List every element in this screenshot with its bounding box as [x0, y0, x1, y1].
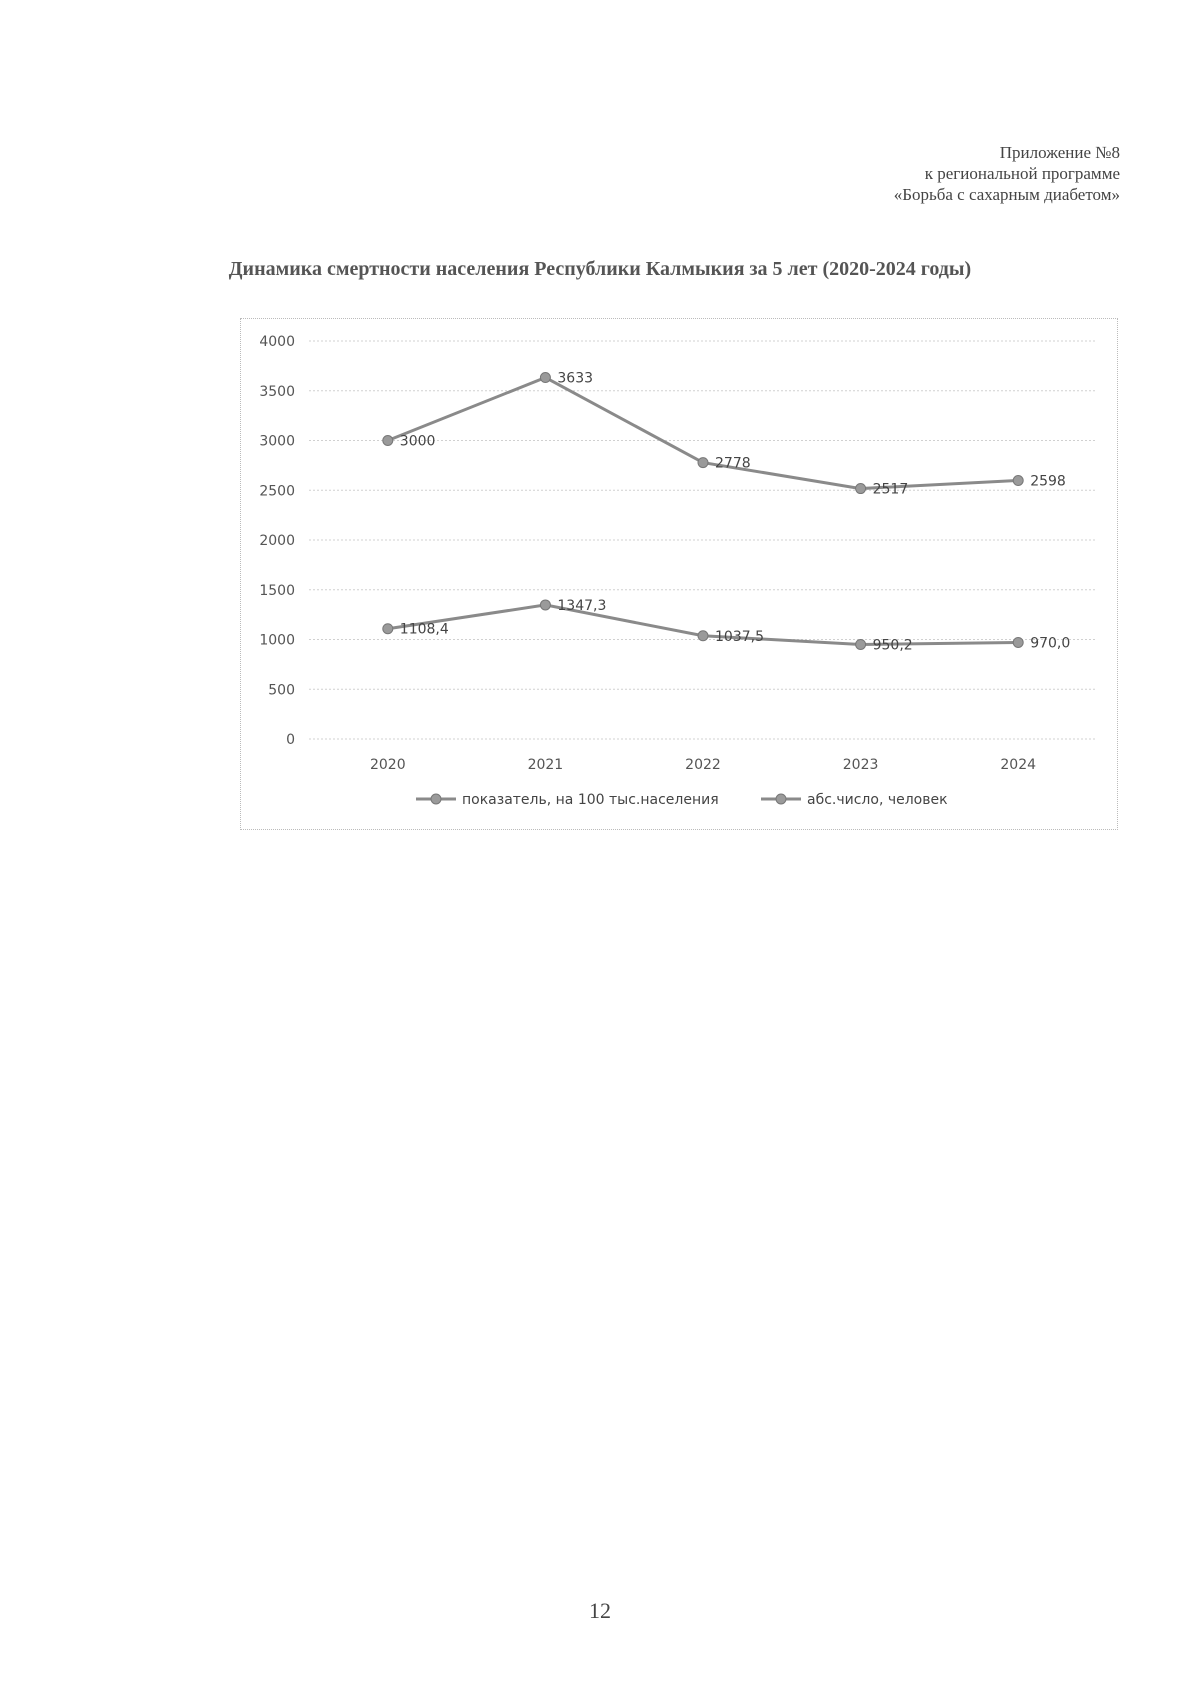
mortality-line-chart: [241, 319, 1117, 829]
y-tick-label: 2000: [259, 533, 295, 549]
y-tick-label: 4000: [259, 334, 295, 350]
data-point: [698, 458, 708, 468]
data-point: [856, 639, 866, 649]
data-label: 3633: [557, 370, 594, 387]
data-label: 2598: [1030, 473, 1066, 490]
data-point: [383, 436, 393, 446]
data-label: 1108,4: [399, 621, 449, 638]
y-tick-label: 0: [286, 732, 295, 748]
chart-frame: [240, 318, 1118, 830]
appendix-line-2: к региональной программе: [924, 164, 1120, 183]
data-point: [1013, 475, 1023, 485]
y-tick-label: 3500: [259, 383, 295, 400]
y-tick-label: 1000: [259, 632, 295, 649]
y-tick-label: 1500: [259, 582, 295, 599]
data-point: [856, 484, 866, 494]
data-label: 2517: [872, 481, 909, 498]
data-label: 1347,3: [557, 597, 607, 614]
data-point: [540, 373, 550, 383]
appendix-line-1: Приложение №8: [999, 143, 1120, 162]
data-point: [1013, 637, 1023, 647]
legend-marker: [431, 794, 441, 804]
legend-label: абс.число, человек: [807, 792, 948, 808]
data-label: 1037,5: [715, 628, 764, 645]
data-point: [383, 624, 393, 634]
data-label: 970,0: [1030, 635, 1071, 652]
data-label: 3000: [399, 433, 436, 450]
appendix-header: [894, 142, 1120, 205]
y-tick-label: 3000: [259, 433, 295, 450]
x-tick-label: 2021: [527, 757, 564, 773]
data-point: [540, 600, 550, 610]
y-tick-label: 500: [268, 682, 295, 699]
x-tick-label: 2023: [842, 757, 879, 773]
y-tick-label: 2500: [259, 483, 295, 500]
appendix-line-3: «Борьба с сахарным диабетом»: [893, 185, 1120, 204]
legend-label: показатель, на 100 тыс.населения: [462, 792, 719, 808]
data-label: 950,2: [872, 637, 913, 654]
x-tick-label: 2022: [685, 757, 721, 773]
series-line: [388, 378, 1018, 489]
data-label: 2778: [715, 455, 751, 472]
x-tick-label: 2020: [369, 757, 406, 773]
x-tick-label: 2024: [1000, 757, 1037, 773]
legend-marker: [776, 794, 786, 804]
document-title: Динамика смертности населения Республики Калмыкия за 5 лет (2020-2024 годы): [228, 258, 972, 280]
data-point: [698, 631, 708, 641]
page-number: 12: [589, 1598, 611, 1623]
